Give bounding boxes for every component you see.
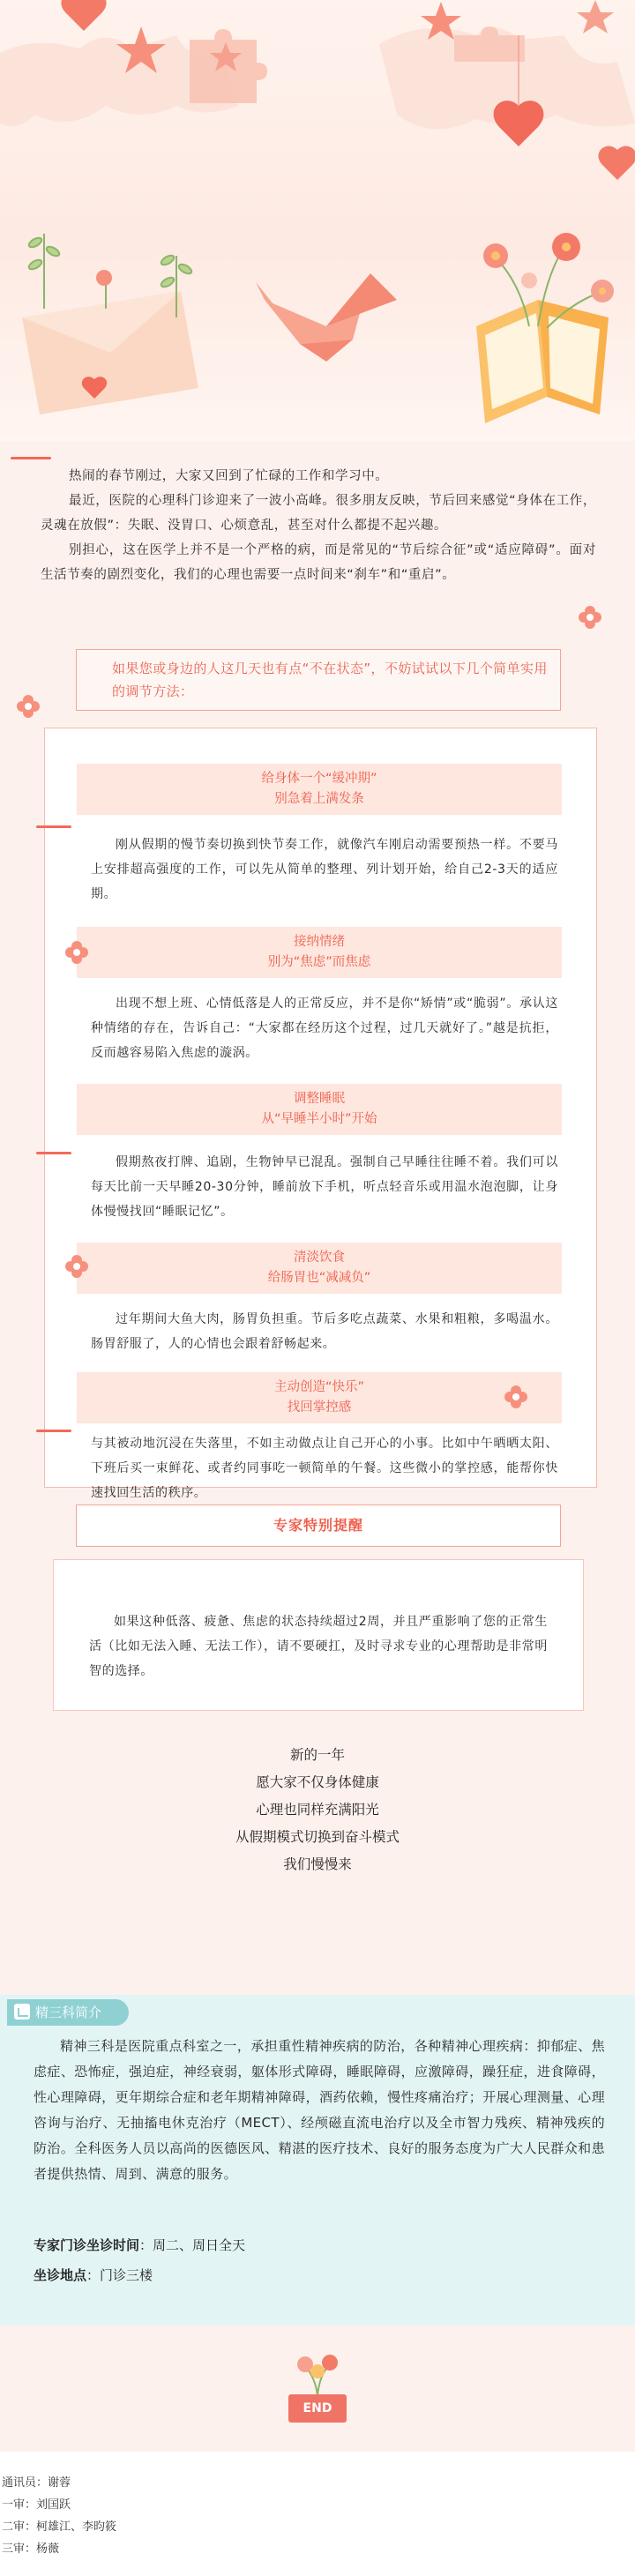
department-tag-label: 精三科简介 [35,2005,102,2020]
poem-line: 愿大家不仅身体健康 [256,1774,379,1790]
accent-line [11,457,51,459]
tip-title-line1: 调整睡眠 [294,1092,345,1106]
flower-icon [64,940,89,965]
flower-icon [16,694,41,719]
tip-title-line2: 给肠胃也“减减负” [267,1271,371,1285]
flower-icon [578,605,602,630]
tip-body: 假期熬夜打牌、追剧，生物钟早已混乱。强制自己早睡往往睡不着。我们可以每天比前一天早睡20-30分钟，睡前放下手机，听点轻音乐或用温水泡泡脚，让身体慢慢找回“睡眠记忆”。 [91,1155,558,1219]
expert-reminder-body: 如果这种低落、疲惫、焦虑的状态持续超过2周，并且严重影响了您的正常生活（比如无法入睡、无法工作），请不要硬扛，及时寻求专业的心理帮助是非常明智的选择。 [89,1615,548,1678]
poem-line: 新的一年 [289,1747,345,1763]
clinic-location-line [34,2265,153,2286]
flower-icon [504,1385,528,1409]
clinic-location-label: 坐诊地点 [34,2267,87,2283]
banner-text: 如果您或身边的人这几天也有点“不在状态”，不妨试试以下几个简单实用的调节方法： [112,661,548,699]
clinic-time-value: ：周二、周日全天 [139,2237,246,2253]
tip-title-line2: 别急着上满发条 [274,792,364,806]
tip-title-box [77,1372,562,1423]
flower-icon [64,1254,89,1279]
credit-line: 一审：刘国跃 [2,2498,71,2512]
clinic-time-label: 专家门诊坐诊时间 [34,2237,140,2253]
tip-title-box [77,1084,562,1135]
end-label: END [288,2394,347,2423]
credit-line: 通讯员：谢蓉 [2,2476,71,2490]
tip-body: 与其被动地沉浸在失落里，不如主动做点让自己开心的小事。比如中午晒晒太阳、下班后买一束鲜花、或者约同事吃一顿简单的午餐。这些微小的掌控感，能帮你快速找回生活的秩序。 [91,1437,558,1500]
tip-title-box [77,927,562,978]
poem-line: 我们慢慢来 [283,1856,352,1872]
tip-body: 出现不想上班、心情低落是人的正常反应，并不是你“矫情”或“脆弱”。承认这种情绪的存在，告诉自己：“大家都在经历这个过程，过几天就好了。”越是抗拒，反而越容易陷入焦虑的漩涡。 [91,997,558,1060]
expert-reminder-box [53,1559,584,1711]
tip-title-line1: 主动创造“快乐” [273,1380,365,1394]
tips-intro-banner [76,649,561,711]
intro-paragraph-2: 最近，医院的心理科门诊迎来了一波小高峰。很多朋友反映，节后回来感觉“身体在工作，灵魂在放假”：失眠、没胃口、心烦意乱，甚至对什么都提不起兴趣。 [41,494,596,533]
tip-title-line1: 清淡饮食 [294,1251,345,1265]
department-description: 精神三科是医院重点科室之一，承担重性精神疾病的防治，各种精神心理疾病：抑郁症、焦虑症、恐怖症，强迫症，神经衰弱，躯体形式障碍，睡眠障碍，应激障碍，躁狂症，进食障碍，性心理障碍，更年期综合症和老年期精神障碍，酒药依赖，慢性疼痛治疗；开展心理测量、心理咨询与治疗、无抽搐电休克治疗（MECT）、经颅磁直流电治疗以及全市智力残疾、精神残疾的防治。全科医务人员以高尚的医德医风、精湛的医疗技术、良好的服务态度为广大人民群众和患者提供热情、周到、满意的服务。 [34,2038,605,2182]
closing-poem [0,1742,635,1878]
header-illustration [0,0,635,441]
checkbox-icon [14,2004,30,2020]
expert-reminder-title: 专家特别提醒 [76,1505,561,1547]
department-intro [0,1995,635,2326]
tip-body: 过年期间大鱼大肉，肠胃负担重。节后多吃点蔬菜、水果和粗粮，多喝温水。肠胃舒服了，人的心情也会跟着舒畅起来。 [91,1312,558,1351]
tip-title-line1: 接纳情绪 [294,935,345,949]
flower-bouquet-icon [288,2350,347,2396]
credit-line: 三审：杨薇 [2,2542,60,2556]
credits [2,2472,266,2560]
accent-line [36,825,71,828]
tip-title-line1: 给身体一个“缓冲期” [261,772,377,786]
clinic-location-value: ：门诊三楼 [86,2267,153,2283]
intro-paragraph-1: 热闹的春节刚过，大家又回到了忙碌的工作和学习中。 [69,469,389,483]
tip-title-box [77,1243,562,1294]
accent-line [36,1152,71,1154]
tips-card [44,728,597,1500]
credit-line: 二审：柯雄江、李昀筱 [2,2520,117,2534]
tip-title-line2: 别为“焦虑”而焦虑 [267,955,371,969]
tip-title-line2: 找回掌控感 [287,1400,352,1415]
department-tag [7,1999,129,2026]
clinic-time-line [34,2235,245,2256]
tip-body: 刚从假期的慢节奏切换到快节奏工作，就像汽车刚启动需要预热一样。不要马上安排超高强度的工作，可以先从简单的整理、列计划开始，给自己2-3天的适应期。 [91,838,558,901]
intro-paragraph-3: 别担心，这在医学上并不是一个严格的病，而是常见的“节后综合征”或“适应障碍”。面对生活节奏的剧烈变化，我们的心理也需要一点时间来“刹车”和“重启”。 [41,543,596,582]
accent-line [36,1430,71,1432]
spring-decoration-svg [0,0,635,441]
tip-title-line2: 从“早睡半小时”开始 [261,1112,377,1126]
end-mark [288,2350,347,2423]
poem-line: 从假期模式切换到奋斗模式 [235,1829,400,1845]
tip-title-box [77,764,562,815]
poem-line: 心理也同样充满阳光 [256,1802,379,1818]
